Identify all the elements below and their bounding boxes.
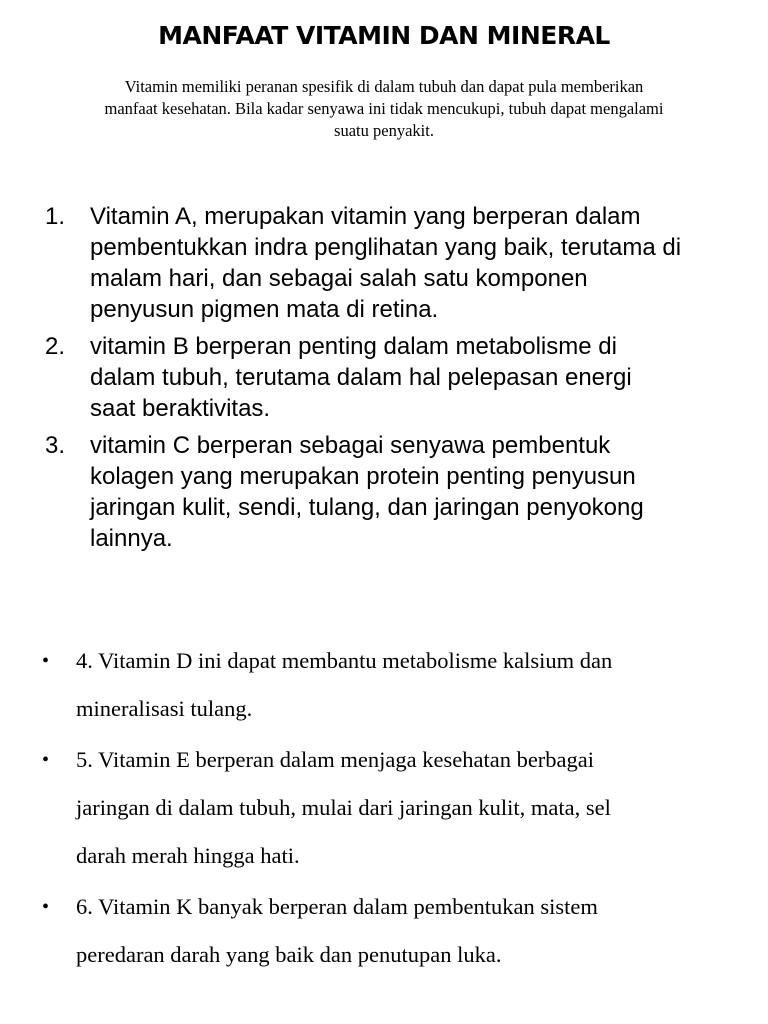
item-text-line: vitamin C berperan sebagai senyawa pembentuk [90, 432, 611, 459]
item-text-line: Vitamin A, merupakan vitamin yang berperan dalam [90, 203, 641, 230]
list-item-vitamin-d [0, 637, 768, 733]
page-title: MANFAAT VITAMIN DAN MINERAL [158, 21, 610, 50]
list-item-vitamin-a [0, 201, 768, 325]
item-text-line: jaringan kulit, sendi, tulang, dan jaringan penyokong [90, 494, 644, 521]
item-text-line: jaringan di dalam tubuh, mulai dari jaringan kulit, mata, sel [76, 795, 611, 820]
bullet-icon: • [42, 749, 50, 771]
item-number: 3. [45, 432, 66, 459]
vitamin-bullet-list [0, 637, 768, 982]
bullet-icon: • [42, 896, 50, 918]
item-text-line: dalam tubuh, terutama dalam hal pelepasan energi [90, 364, 632, 391]
item-number: 2. [45, 333, 66, 360]
intro-paragraph [40, 76, 728, 142]
vitamin-numbered-list [0, 201, 768, 560]
list-item-vitamin-k [0, 883, 768, 979]
item-number: 1. [45, 203, 66, 230]
item-text-line: darah merah hingga hati. [76, 843, 300, 868]
item-text-line: malam hari, dan sebagai salah satu komponen [90, 265, 588, 292]
item-text-line: kolagen yang merupakan protein penting penyusun [90, 463, 636, 490]
item-text-line: vitamin B berperan penting dalam metabolisme di [90, 333, 617, 360]
item-text-line: pembentukkan indra penglihatan yang baik, terutama di [90, 234, 682, 261]
item-text-line: saat beraktivitas. [90, 395, 271, 422]
item-text-line: peredaran darah yang baik dan penutupan luka. [76, 942, 502, 967]
list-item-vitamin-c [0, 430, 768, 554]
intro-line: suatu penyakit. [334, 121, 434, 140]
bullet-icon: • [42, 650, 50, 672]
intro-line: manfaat kesehatan. Bila kadar senyawa ini tidak mencukupi, tubuh dapat mengalami [104, 99, 664, 118]
list-item-vitamin-e [0, 736, 768, 880]
item-text-line: 4. Vitamin D ini dapat membantu metabolisme kalsium dan [76, 648, 613, 673]
item-text-line: 6. Vitamin K banyak berperan dalam pembentukan sistem [76, 894, 598, 919]
item-text-line: lainnya. [90, 525, 173, 552]
intro-line: Vitamin memiliki peranan spesifik di dalam tubuh dan dapat pula memberikan [124, 77, 644, 96]
item-text-line: 5. Vitamin E berperan dalam menjaga kesehatan berbagai [76, 747, 595, 772]
item-text-line: penyusun pigmen mata di retina. [90, 296, 439, 323]
list-item-vitamin-b [0, 331, 768, 424]
item-text-line: mineralisasi tulang. [76, 696, 253, 721]
